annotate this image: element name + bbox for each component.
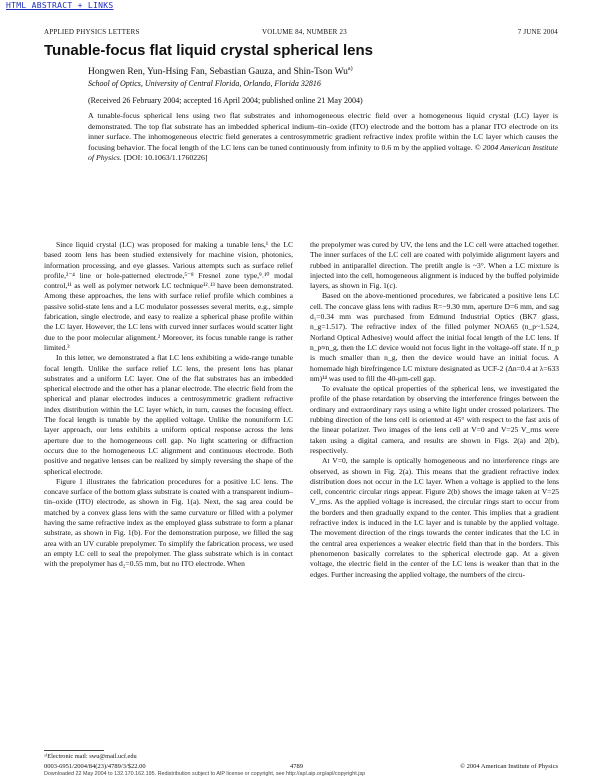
- volume-number: VOLUME 84, NUMBER 23: [262, 28, 347, 36]
- page-number: 4789: [290, 763, 303, 770]
- issue-date: 7 JUNE 2004: [517, 28, 558, 36]
- paragraph: To evaluate the optical properties of the spherical lens, we investigated the profile of the phase retardation by observing the interference fringes between the ordinary and extraordinary rays using a white light under crossed polarizers. The rubbing direction of the lens cell is oriented at 45° with respect to the fast axis of the linear polarizer. Two images of the lens cell at V=0 and V=25 V_rms were taken using a digital camera, and results are shown in Figs. 2(a) and 2(b), respectively.: [310, 384, 559, 455]
- paragraph: Based on the above-mentioned procedures, we fabricated a positive lens LC cell. The concave glass lens with radius R=−9.30 mm, aperture D=6 mm, and sag d₁=0.34 mm was purchased from Edmund Industrial Optics (BK7 glass, n_g=1.517). The refractive index of the filled polymer NOA65 (n_p~1.524, Norland Optical Adhesive) would affect the initial focal length of the LC lens. If n_p≈n_g, then the LC device would not focus light in the voltage-off state. If n_p is much smaller than n_g, then the device would have an initial focus. A homemade high birefringence LC mixture designated as UCF-2 (Δn=0.4 at λ=633 nm)¹⁴ was used to fill the 40-μm-cell gap.: [310, 291, 559, 383]
- abstract-copyright: © 2004 American Institute of Physics.: [88, 142, 558, 163]
- authors: [88, 66, 353, 77]
- article-title: Tunable-focus flat liquid crystal spherical lens: [44, 42, 373, 59]
- download-notice: Downloaded 22 May 2004 to 132.170.162.195. Redistribution subject to AIP license or copyright, see http://apl.aip.org/apl/copyright.jsp: [44, 771, 366, 777]
- doi[interactable]: [DOI: 10.1063/1.1760226]: [123, 153, 208, 163]
- footnote-divider: [44, 750, 104, 751]
- body-column-left: [44, 240, 293, 570]
- paragraph: At V=0, the sample is optically homogeneous and no interference rings are observed, as shown in Fig. 2(a). This means that the gradient refractive index distribution does not occur in the LC layer. When a voltage is applied to the lens cell, concentric circular rings appear. Figure 2(b) shows the image taken at V=25 V_rms. As the applied voltage is increased, the circular rings start to occur from the borders and then gradually expand to the center. This implies that a gradient refractive index is induced in the LC layer and is tunable by the applied voltage. The movement direction of the rings towards the center indicates that the LC in the central area experiences a weaker electric field than that in the borders. This phenomenon basically correlates to the spherical electrode gap. At a given voltage, the electric field in the center of the LC lens is weaker than that in the edges. Further increasing the applied voltage, the numbers of the circu-: [310, 456, 559, 579]
- affiliation: School of Optics, University of Central Florida, Orlando, Florida 32816: [88, 79, 321, 88]
- body-column-right: [310, 240, 559, 580]
- footer-copyright: © 2004 American Institute of Physics: [460, 763, 558, 770]
- abstract-text: A tunable-focus spherical lens using two flat substrates and inhomogeneous electric field over a homogeneous liquid crystal (LC) layer is demonstrated. The top flat substrate has an imbedded spherical indium–tin–oxide (ITO) electrode and the bottom has a planar ITO electrode on its inner surface. The inhomogeneous electric field generates a centrosymmetric gradient refractive index profile within the LC layer which causes the focusing behavior. The focal length of the LC lens can be tuned continuously from infinity to 0.6 m by the applied voltage.: [88, 111, 558, 152]
- article-code: 0003-6951/2004/84(23)/4789/3/$22.00: [44, 763, 146, 770]
- footnote: ᵃ⁾Electronic mail: swu@mail.ucf.edu: [44, 753, 137, 760]
- html-abstract-links[interactable]: HTML ABSTRACT + LINKS: [6, 1, 114, 10]
- top-link-bar: [0, 0, 600, 12]
- abstract: [88, 111, 558, 164]
- paragraph: the prepolymer was cured by UV, the lens and the LC cell were attached together. The inner surfaces of the LC cell are coated with polyimide alignment layers and rubbed in antiparallel direction. The pretilt angle is ~3°. When a LC mixture is injected into the cell, homogeneous alignment is induced by the buffed polyimide layers, as shown in Fig. 1(c).: [310, 240, 559, 291]
- journal-name: APPLIED PHYSICS LETTERS: [44, 28, 140, 36]
- paragraph: Since liquid crystal (LC) was proposed for making a tunable lens,¹ the LC based zoom lens has been studied extensively for machine vision, photonics, information processing, and eye glasses. Various attempts such as surface relief profile,²⁻⁴ line or hole-patterned electrode,⁵⁻⁸ Fresnel zone type,⁹˒¹⁰ modal control,¹¹ as well as polymer network LC technique¹²˒¹³ have been demonstrated. Among these approaches, the lens with surface relief profile which combines a passive solid-state lens and a LC modulator possesses several merits, e.g., simple fabrication, single electrode, and easy to realize a spherical phase profile within the LC layer. However, the LC lens with curved inner surfaces would scatter light due to the poor molecular alignment.² Moreover, its focus tunable range is rather limited.³: [44, 240, 293, 352]
- received-dates: (Received 26 February 2004; accepted 16 April 2004; published online 21 May 2004): [88, 96, 363, 105]
- author-note-mark: a): [347, 66, 353, 72]
- author-list: Hongwen Ren, Yun-Hsing Fan, Sebastian Gauza, and Shin-Tson Wu: [88, 67, 348, 78]
- paragraph: Figure 1 illustrates the fabrication procedures for a positive LC lens. The concave surface of the bottom glass substrate is coated with a transparent indium–tin–oxide (ITO) electrode, as shown in Fig. 1(a). Next, the sag area could be matched by a convex glass lens with the same curvature or filled with a polymer having the same refractive index as the employed glass substrate to form a planar substrate, as shown in Fig. 1(b). For the demonstration purpose, we filled the sag area with an UV curable prepolymer. To simplify the fabrication process, we used an empty LC cell to seal the prepolymer. The glass substrate which is in contact with the prepolymer has d₂=0.55 mm, but no ITO electrode. When: [44, 476, 293, 569]
- paragraph: In this letter, we demonstrated a flat LC lens exhibiting a wide-range tunable focal length. Unlike the surface relief LC lens, the present lens has planar substrates and a uniform LC layer. One of the flat substrates has an imbedded spherical electrode and the other has a planar electrode. The electric field from the spherical and planar electrodes induces a centrosymmetric gradient refractive index distribution within the LC layer which, in turn, causes the focusing effect. The focal length is tunable by the applied voltage. Unlike the nonuniform LC layer approach, our lens exhibits a uniform optical response across the lens aperture due to the homogeneous cell gap. No light scattering or diffraction occurs due to the homogeneous LC alignment and continuous electrode. Both positive and negative lenses can be realized by simply reversing the shape of the spherical electrode.: [44, 353, 293, 476]
